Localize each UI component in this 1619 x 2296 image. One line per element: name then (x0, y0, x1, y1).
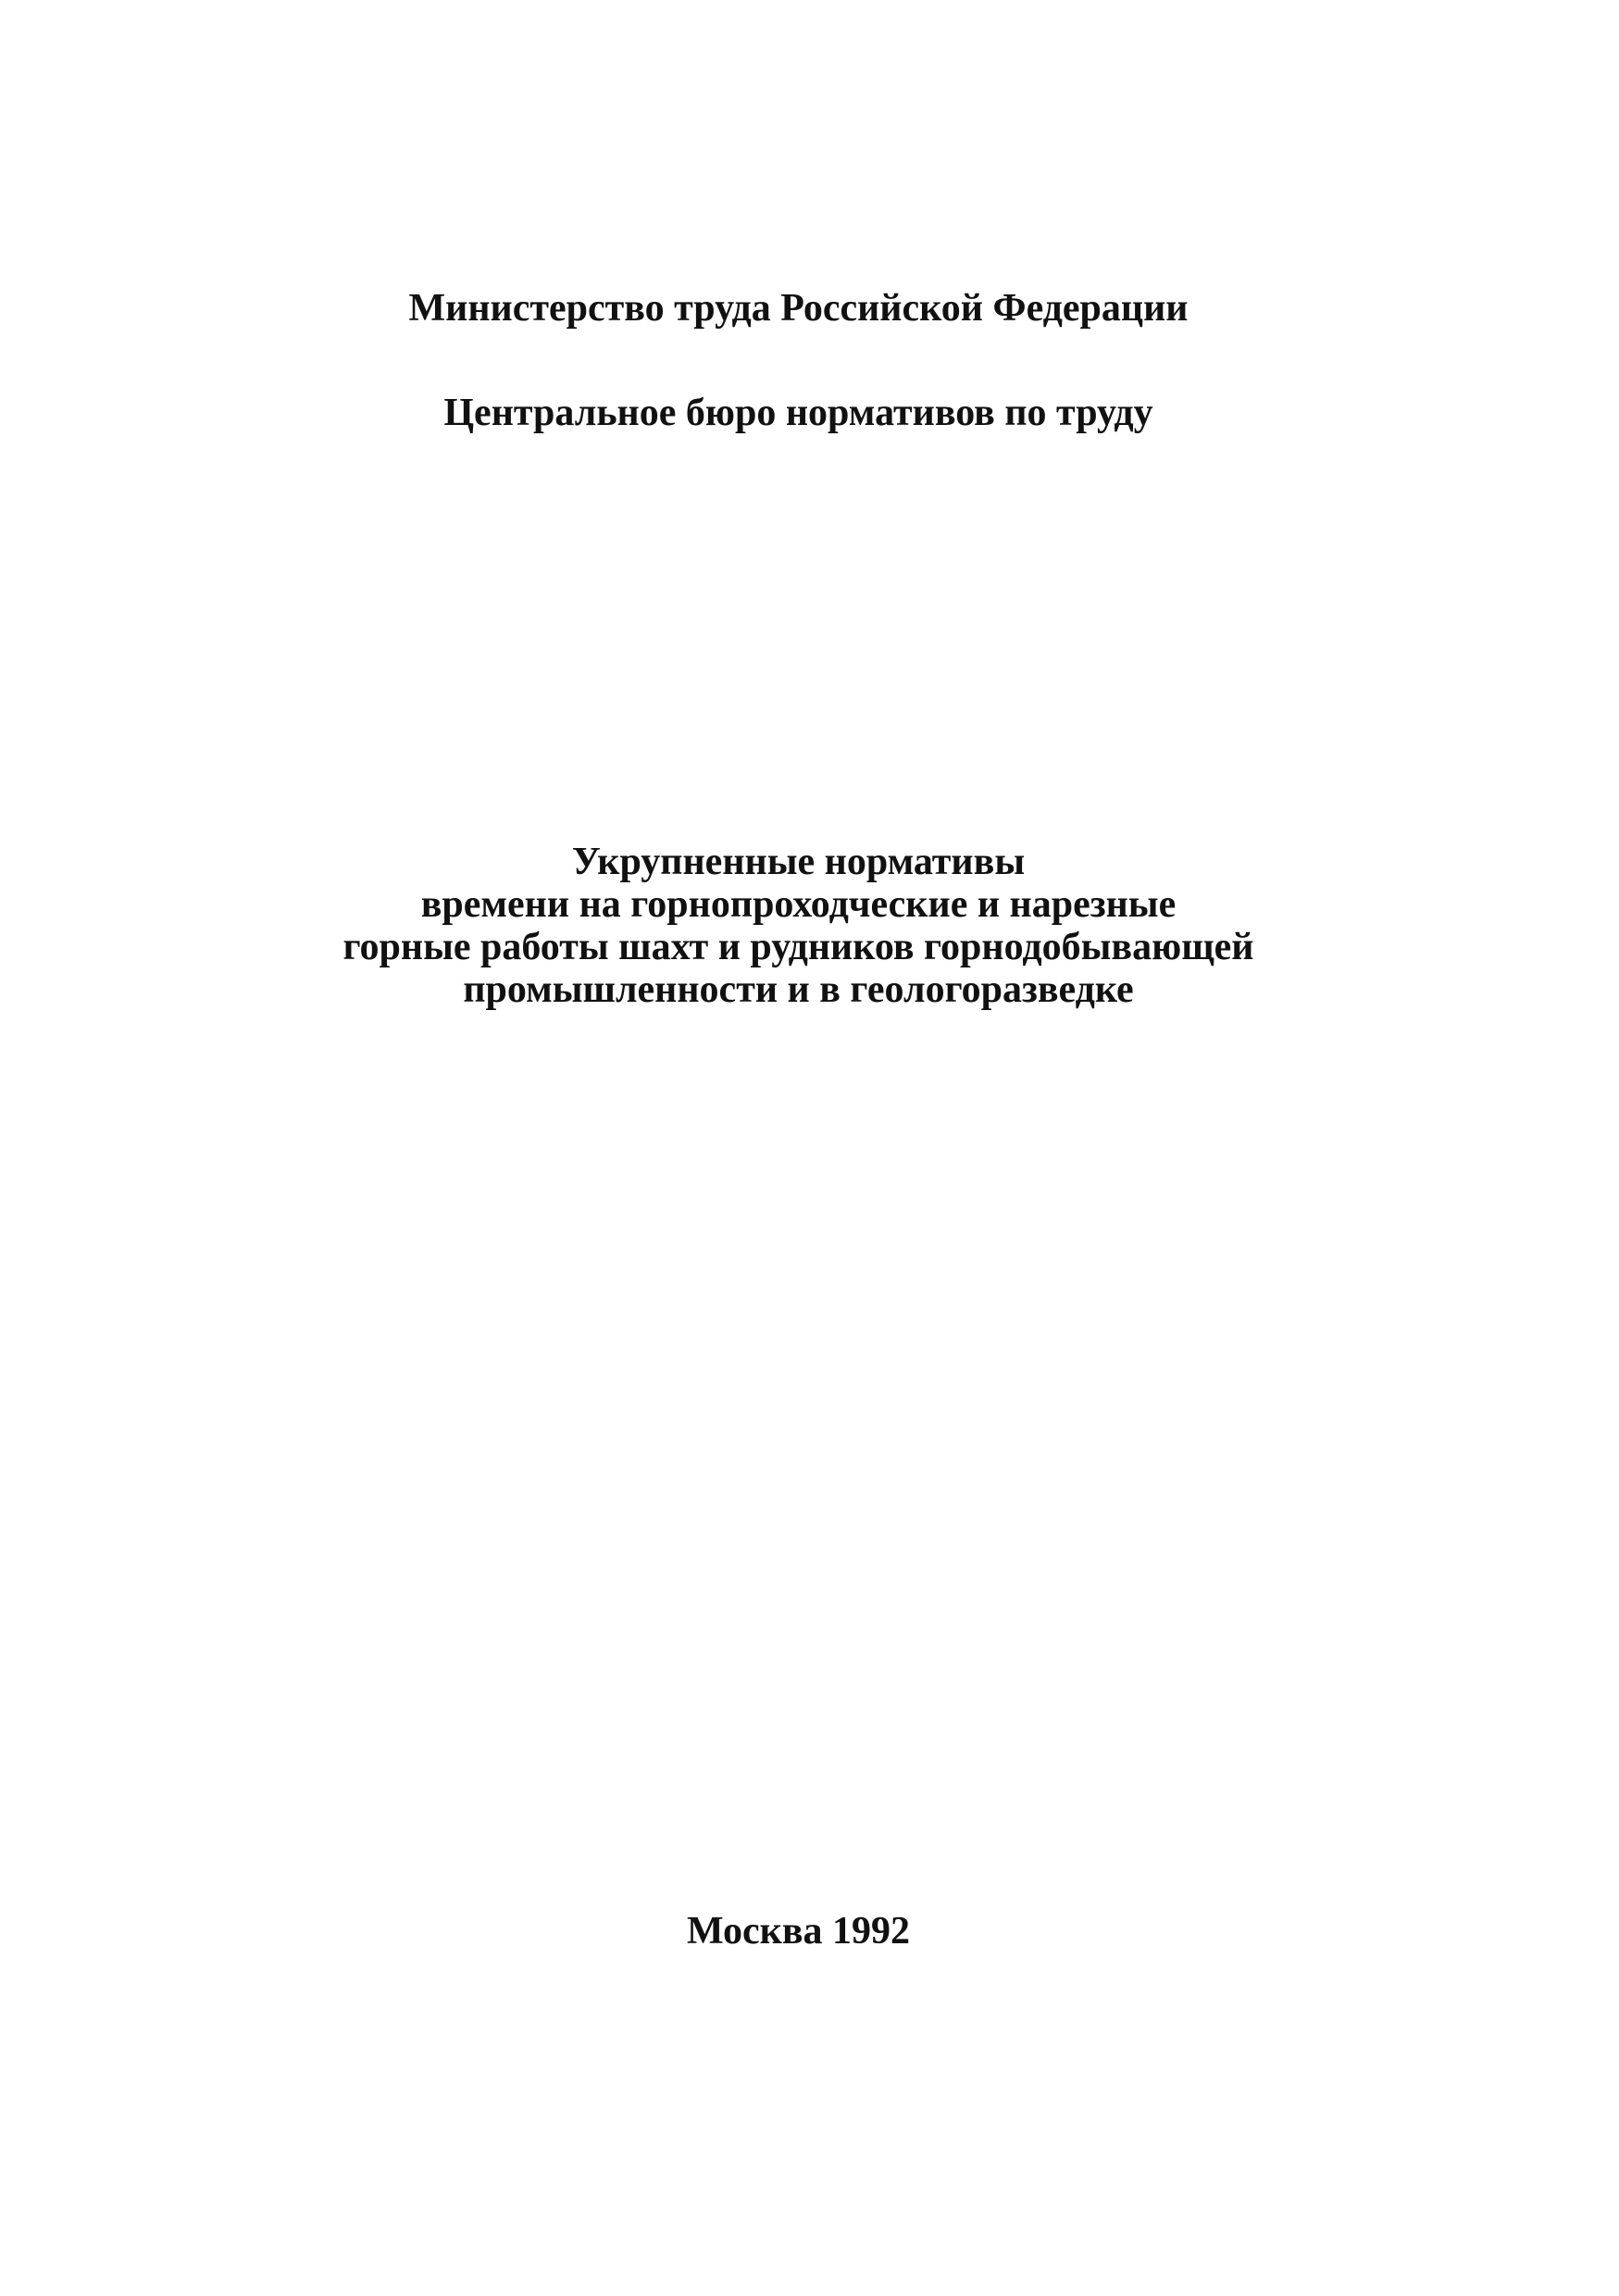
ministry-name: Министерство труда Российской Федерации (408, 287, 1189, 330)
title-line-2: времени на горнопроходческие и нарезные (420, 883, 1177, 926)
bureau-name: Центральное бюро нормативов по труду (443, 392, 1153, 434)
title-line-4: промышленности и в геологоразведке (463, 968, 1134, 1011)
title-line-3: горные работы шахт и рудников горнодобывающей (342, 926, 1254, 968)
document-title (0, 841, 1608, 1011)
title-line-1: Укрупненные нормативы (571, 841, 1026, 883)
publication-place-year: Москва 1992 (686, 1910, 911, 1953)
